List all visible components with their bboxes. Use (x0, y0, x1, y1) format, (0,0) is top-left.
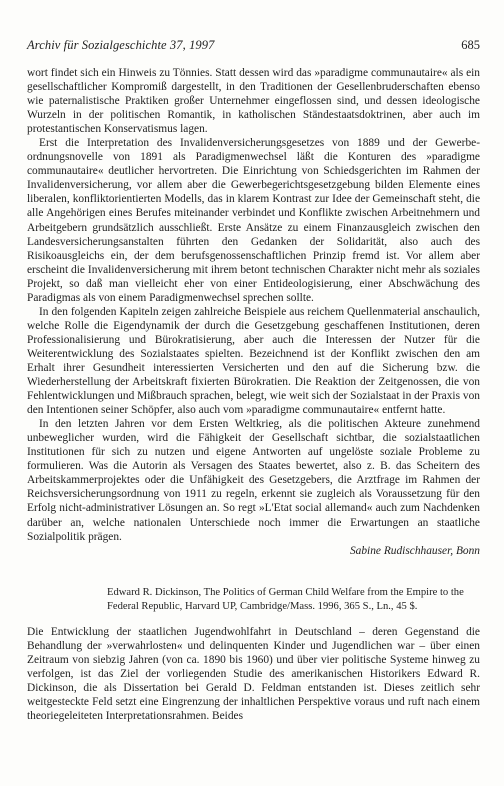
paragraph: Erst die Interpretation des Invalidenversicherungsgesetzes von 1889 und der Gewerbeordnungsnovelle von 1891 als Paradigmenwechsel läßt die Konturen des »paradigme communautaire« deutlicher hervortreten. Die Einrichtung von Schiedsgerichten im Rahmen der Invalidenversicherung, vor allem aber die Gewerbegerichtsgesetzgebung bilden Elemente eines liberalen, konfliktorientierten Modells, das in klarem Kontrast zur Idee der Gemeinschaft steht, die alle Angehörigen eines Berufes miteinander verbindet und Konflikte zwischen Arbeitnehmern und Arbeitgebern grundsätzlich ausschließt. Erste Ansätze zu einem Finanzausgleich zwischen den Landesversicherungsanstalten führten den Gedanken der Solidarität, also auch des Risikoausgleichs ein, der dem berufsgenossenschaftlichen Prinzip fremd ist. Vor allem aber erscheint die Invalidenversicherung mit ihrem betont technischen Charakter nicht mehr als soziales Projekt, so daß man vielleicht eher von einer Entideologisierung, einer Abschwächung des Paradigmas als von einem Paradigmenwechsel sprechen sollte. (27, 137, 480, 304)
paragraph: Die Entwicklung der staatlichen Jugendwohlfahrt in Deutschland – deren Gegenstand die Behandlung der »verwahrlosten« und delinquenten Kinder und Jugendlichen war – über einen Zeitraum von siebzig Jahren (von ca. 1890 bis 1960) und über vier politische Systeme hinweg zu verfolgen, ist das Ziel der vorliegenden Studie des amerikanischen Historikers Edward R. Dickinson, die als Dissertation bei Gerald D. Feldman entstanden ist. Dieses zeitlich sehr weitgesteckte Feld setzt eine Eingrenzung der inhaltlichen Perspektive voraus und ruft nach einem theoriegeleiteten Interpretationsrahmen. Beides (27, 626, 480, 723)
next-review-body (27, 625, 480, 723)
book-citation: Edward R. Dickinson, The Politics of German Child Welfare from the Empire to the Federal Republic, Harvard UP, Cambridge/Mass. 1996, 365 S., Ln., 45 $. (107, 587, 464, 612)
reviewer-signature: Sabine Rudischhauser, Bonn (349, 544, 480, 557)
paragraph: In den folgenden Kapiteln zeigen zahlreiche Beispiele aus reichem Quellenmaterial anschaulich, welche Rolle die Eigendynamik der durch die Gesetzgebung geschaffenen Institutionen, deren Professionalisierung und Bürokratisierung, aber auch die Interessen der Nutzer für die Weiterentwicklung des Sozialstaates spielten. Bezeichnend ist der Konflikt zwischen den am Erhalt ihrer Gesundheit interessierten Versicherten und den auf die Sicherung bzw. die Wiederherstellung der Arbeitskraft fixierten Bürokratien. Die Reaktion der Zeitgenossen, die von Fehlentwicklungen und Mißbrauch sprachen, belegt, wie weit sich der Sozialstaat in der Praxis von den Intentionen seiner Schöpfer, also auch vom »paradigme communautaire« entfernt hatte. (27, 305, 480, 417)
page-number: 685 (461, 38, 480, 52)
running-head (27, 38, 480, 52)
review-body (27, 66, 480, 558)
journal-title: Archiv für Sozialgeschichte 37, 1997 (27, 38, 215, 52)
paragraph: In den letzten Jahren vor dem Ersten Weltkrieg, als die politischen Akteure zunehmend unbeweglicher wurden, wird die Fähigkeit der Gesellschaft sichtbar, die sozialstaatlichen Institutionen für sich zu nutzen und eigene Antworten auf ungelöste soziale Probleme zu formulieren. Was die Autorin als Versagen des Staates bewertet, also z. B. das Scheitern des Arbeitskammerprojektes oder die Unfähigkeit des Gesetzgebers, die Arztfrage im Rahmen der Reichsversicherungsordnung von 1911 zu regeln, erkennt sie zugleich als Voraussetzung für den Erfolg nicht-administrativer Lösungen an. So regt »L'Etat social allemand« auch zum Nachdenken darüber an, welche nationalen Unterschiede noch immer die Erwartungen an staatliche Sozialpolitik prägen. (27, 418, 480, 543)
paragraph: wort findet sich ein Hinweis zu Tönnies. Statt dessen wird das »paradigme communautaire« als ein gesellschaftlicher Kompromiß dargestellt, in den Traditionen der Gesellenbruderschaften ebenso wie paternalistische Praktiken großer Unternehmer eingeflossen sind, und dessen ideologische Wurzeln in der politischen Romantik, in katholischen Ständestaatsdoktrinen, aber auch im protestantischen Konservatismus lagen. (27, 67, 480, 136)
